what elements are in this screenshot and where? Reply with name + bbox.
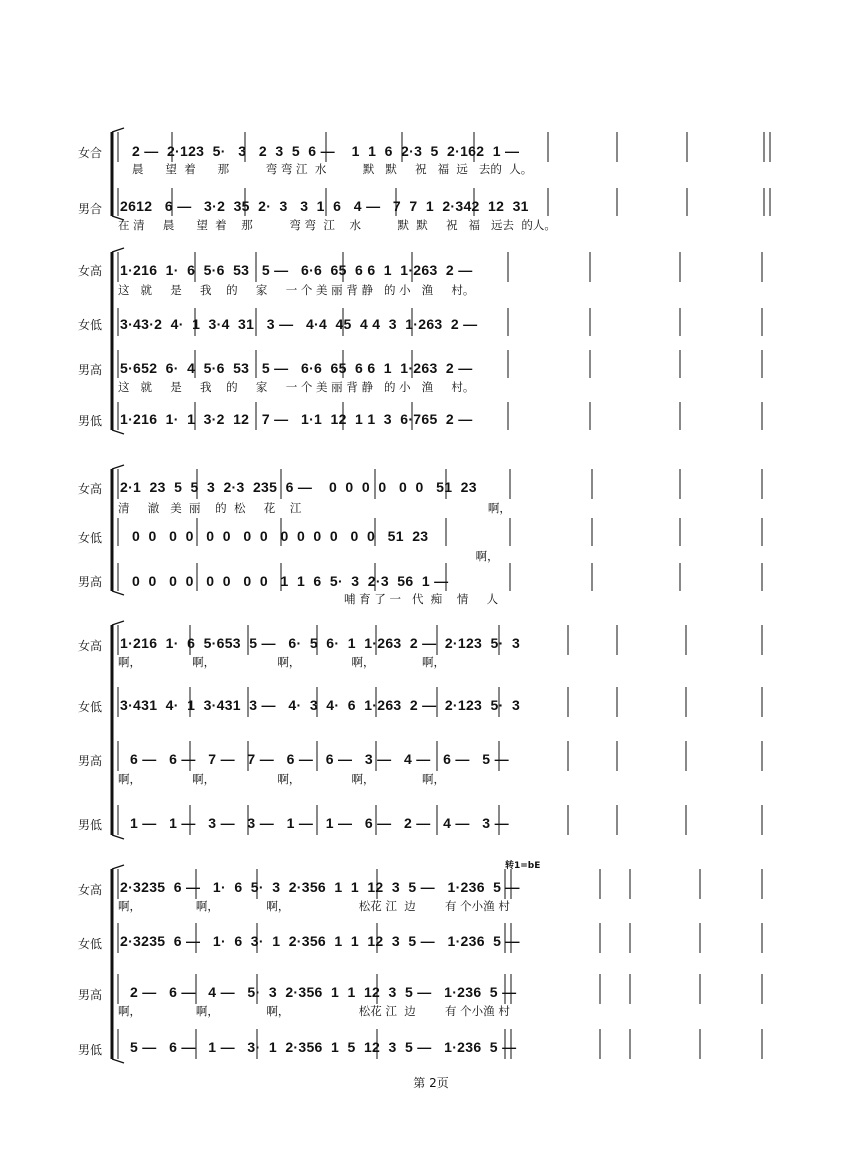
part-label: 男低 <box>77 818 102 832</box>
bracket-hook <box>112 621 124 625</box>
notes-line: 2 — 6 — 4 — 5· 3 2·356 1 1 12 3 5 — 1·236 5 — <box>130 984 517 1000</box>
page-number: 第 2页 <box>413 1076 449 1090</box>
part-label: 男高 <box>77 754 102 768</box>
part-label: 男合 <box>77 202 102 216</box>
lyrics-line: 哺 育 了 一 代 痴 情 人 <box>132 592 499 606</box>
part-label: 女高 <box>77 639 102 653</box>
notes-line: 2·3235 6 — 1· 6 5· 3 2·356 1 1 12 3 5 — 1·236 5 — <box>120 879 520 895</box>
part-label: 男低 <box>77 414 102 428</box>
part-label: 男低 <box>77 1043 102 1057</box>
bracket-hook <box>112 1059 124 1063</box>
lyrics-line: 晨 望 着 那 弯 弯 江 水 默 默 祝 福 远 去的 人。 <box>132 162 533 176</box>
notes-line: 1·216 1· 1 3·2 12 7 — 1·1 12 1 1 3 6·765 2 — <box>120 411 473 427</box>
notes-line: 2·3235 6 — 1· 6 3· 1 2·356 1 1 12 3 5 — 1·236 5 — <box>120 933 520 949</box>
lyrics-line: 这 就 是 我 的 家 一 个 美 丽 背 静 的 小 渔 村。 <box>118 283 475 297</box>
bracket-hook <box>112 465 124 469</box>
notes-line: 6 — 6 — 7 — 7 — 6 — 6 — 3 — 4 — 6 — 5 — <box>130 751 509 767</box>
part-label: 女低 <box>77 531 102 545</box>
lyrics-line: 这 就 是 我 的 家 一 个 美 丽 背 静 的 小 渔 村。 <box>118 380 475 394</box>
part-label: 女低 <box>77 700 102 714</box>
notes-line: 2·1 23 5 5 3 2·3 235 6 — 0 0 0 0 0 0 51 23 <box>120 479 477 495</box>
bracket-hook <box>112 248 124 252</box>
notes-line: 1·216 1· 6 5·653 5 — 6· 5 6· 1 1·263 2 — 2·123 5· 3 <box>120 635 521 651</box>
key-change-label: 转1=bE <box>505 861 541 871</box>
notes-line: 3·43·2 4· 1 3·4 31 3 — 4·4 45 4 4 3 1·263 2 — <box>120 316 478 332</box>
part-label: 男高 <box>77 575 102 589</box>
bracket-hook <box>112 865 124 869</box>
lyrics-line: 啊， 啊， 啊， 松花 江 边 有 个小渔 村 <box>118 899 510 913</box>
lyrics-line: 清 澈 美 丽 的 松 花 江 啊， <box>118 501 511 515</box>
lyrics-line: 啊， 啊， 啊， 啊， 啊， <box>118 655 446 669</box>
notes-line: 0 0 0 0 0 0 0 0 0 0 0 0 0 0 51 23 <box>132 528 429 544</box>
bracket-hook <box>112 591 124 595</box>
notes-line: 2 — 2·123 5· 3 2 3 5 6 — 1 1 6 2·3 5 2·162 1 — <box>132 143 520 159</box>
part-label: 女高 <box>77 482 102 496</box>
part-label: 女低 <box>77 937 102 951</box>
notes-line: 5 — 6 — 1 — 3· 1 2·356 1 5 12 3 5 — 1·236 5 — <box>130 1039 517 1055</box>
lyrics-line: 啊， 啊， 啊， 松花 江 边 有 个小渔 村 <box>118 1004 510 1018</box>
notes-line: 3·431 4· 1 3·431 3 — 4· 3 4· 6 1·263 2 — 2·123 5· 3 <box>120 697 521 713</box>
notes-line: 0 0 0 0 0 0 0 0 1 1 6 5· 3 2·3 56 1 — <box>132 573 449 589</box>
part-label: 女合 <box>77 146 102 160</box>
part-label: 女高 <box>77 264 102 278</box>
part-label: 男高 <box>77 363 102 377</box>
bracket-hook <box>112 430 124 434</box>
bracket-hook <box>112 128 124 132</box>
part-label: 男高 <box>77 988 102 1002</box>
notes-line: 2612 6 — 3·2 35 2· 3 3 1 6 4 — 7 7 1 2·342 12 31 <box>120 198 529 214</box>
lyrics-line: 在 清 晨 望 着 那 弯 弯 江 水 默 默 祝 福 远去 的人。 <box>118 218 556 232</box>
notes-line: 1·216 1· 6 5·6 53 5 — 6·6 65 6 6 1 1·263 2 — <box>120 262 473 278</box>
part-label: 女高 <box>77 883 102 897</box>
part-label: 女低 <box>77 318 102 332</box>
notes-line: 1 — 1 — 3 — 3 — 1 — 1 — 6 — 2 — 4 — 3 — <box>130 815 509 831</box>
lyrics-line: 啊， 啊， 啊， 啊， 啊， <box>118 772 446 786</box>
bracket-hook <box>112 835 124 839</box>
lyrics-line: 啊， <box>132 549 499 563</box>
notes-line: 5·652 6· 4 5·6 53 5 — 6·6 65 6 6 1 1·263 2 — <box>120 360 473 376</box>
